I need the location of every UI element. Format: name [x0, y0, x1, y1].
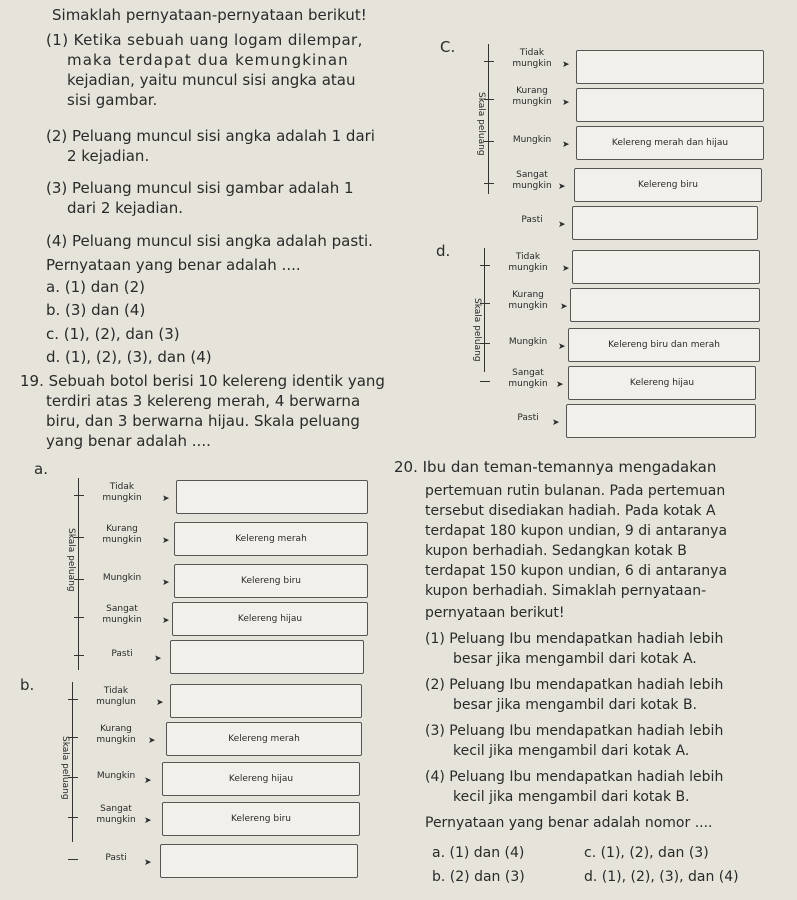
arrow-icon: ➤ — [144, 816, 152, 826]
q20-option-c[interactable]: c. (1), (2), dan (3) — [584, 845, 709, 861]
q18-statement-1-line-1: (1) Ketika sebuah uang logam dilempar, — [46, 31, 363, 49]
scale-row — [50, 682, 370, 718]
q18-statement-3-line-1: (3) Peluang muncul sisi gambar adalah 1 — [46, 179, 354, 197]
diagram-c-letter[interactable]: C. — [440, 38, 456, 56]
q18-statement-1-line-4: sisi gambar. — [67, 91, 158, 109]
q20-line-7: kupon berhadiah. Simaklah pernyataan- — [425, 583, 707, 599]
level-label: Mungkin — [102, 573, 142, 583]
q20-line-8: pernyataan berikut! — [425, 605, 565, 621]
q20-statement-2-line-1: (2) Peluang Ibu mendapatkan hadiah lebih — [425, 677, 724, 693]
probability-scale-d — [462, 248, 762, 448]
arrow-icon: ➤ — [552, 418, 560, 428]
arrow-icon: ➤ — [558, 220, 566, 230]
scale-row — [56, 520, 376, 556]
arrow-icon: ➤ — [162, 536, 170, 546]
scale-row — [466, 204, 766, 240]
scale-box[interactable] — [572, 250, 760, 284]
scale-box[interactable]: Kelereng hijau — [162, 762, 360, 796]
q20-line-1: 20. Ibu dan teman-temannya mengadakan — [394, 458, 717, 476]
level-label: Mungkin — [96, 771, 136, 781]
q20-statement-2-line-2: besar jika mengambil dari kotak B. — [453, 697, 698, 713]
q18-option-c[interactable]: c. (1), (2), dan (3) — [46, 325, 180, 343]
scale-row — [50, 760, 370, 796]
level-label: Sangat mungkin — [508, 368, 548, 389]
scale-row — [462, 402, 762, 438]
scale-box[interactable] — [576, 88, 764, 122]
scale-row — [466, 82, 766, 118]
scale-box[interactable]: Kelereng merah — [166, 722, 362, 756]
scale-row — [50, 720, 370, 756]
scale-box[interactable] — [160, 844, 358, 878]
level-label: Tidak munglun — [96, 686, 136, 707]
arrow-icon: ➤ — [560, 302, 568, 312]
scale-box[interactable] — [566, 404, 756, 438]
level-label: Mungkin — [508, 337, 548, 347]
scale-box[interactable]: Kelereng hijau — [568, 366, 756, 400]
q18-intro: Simaklah pernyataan-pernyataan berikut! — [52, 6, 367, 24]
q19-line-2: terdiri atas 3 kelereng merah, 4 berwarna — [46, 392, 361, 410]
arrow-icon: ➤ — [162, 494, 170, 504]
arrow-icon: ➤ — [562, 60, 570, 70]
q18-option-b[interactable]: b. (3) dan (4) — [46, 301, 146, 319]
scale-row — [462, 326, 762, 362]
scale-box[interactable]: Kelereng merah dan hijau — [576, 126, 764, 160]
diagram-a-letter[interactable]: a. — [34, 460, 48, 478]
scale-box[interactable]: Kelereng biru — [174, 564, 368, 598]
arrow-icon: ➤ — [558, 342, 566, 352]
arrow-icon: ➤ — [154, 654, 162, 664]
level-label: Kurang mungkin — [508, 290, 548, 311]
arrow-icon: ➤ — [144, 858, 152, 868]
arrow-icon: ➤ — [562, 140, 570, 150]
scale-row — [466, 124, 766, 160]
level-label: Sangat mungkin — [512, 170, 552, 191]
q18-option-a[interactable]: a. (1) dan (2) — [46, 278, 145, 296]
q20-statement-1-line-1: (1) Peluang Ibu mendapatkan hadiah lebih — [425, 631, 724, 647]
scale-box[interactable]: Kelereng biru dan merah — [568, 328, 760, 362]
q20-statement-1-line-2: besar jika mengambil dari kotak A. — [453, 651, 697, 667]
scale-axis-label: Skala peluang — [60, 736, 70, 800]
level-label: Sangat mungkin — [102, 604, 142, 625]
scale-row — [56, 478, 376, 514]
q20-option-d[interactable]: d. (1), (2), (3), dan (4) — [584, 869, 739, 885]
level-label: Pasti — [111, 649, 133, 659]
scale-box[interactable] — [176, 480, 368, 514]
q19-line-3: biru, dan 3 berwarna hijau. Skala peluang — [46, 412, 360, 430]
scale-box[interactable]: Kelereng biru — [574, 168, 762, 202]
q18-statement-4: (4) Peluang muncul sisi angka adalah pasti. — [46, 232, 373, 250]
q20-line-6: terdapat 150 kupon undian, 6 di antaranya — [425, 563, 728, 579]
scale-row — [50, 842, 370, 878]
scale-box[interactable]: Kelereng merah — [174, 522, 368, 556]
q20-question: Pernyataan yang benar adalah nomor .... — [425, 815, 713, 831]
arrow-icon: ➤ — [556, 380, 564, 390]
arrow-icon: ➤ — [148, 736, 156, 746]
q18-statement-1-line-2: maka terdapat dua kemungkinan — [67, 51, 349, 69]
level-label: Sangat mungkin — [96, 804, 136, 825]
scale-box[interactable] — [576, 50, 764, 84]
level-label: Kurang mungkin — [512, 86, 552, 107]
diagram-b-letter[interactable]: b. — [20, 676, 35, 694]
level-label: Tidak mungkin — [508, 252, 548, 273]
q18-question: Pernyataan yang benar adalah .... — [46, 256, 301, 274]
arrow-icon: ➤ — [156, 698, 164, 708]
scale-row — [56, 638, 376, 674]
level-label: Pasti — [105, 853, 127, 863]
arrow-icon: ➤ — [558, 182, 566, 192]
level-label: Tidak mungkin — [102, 482, 142, 503]
q20-line-2: pertemuan rutin bulanan. Pada pertemuan — [425, 483, 726, 499]
level-label: Pasti — [521, 215, 543, 225]
scale-axis-label: Skala peluang — [66, 528, 76, 592]
scale-row — [56, 562, 376, 598]
level-label: Tidak mungkin — [512, 48, 552, 69]
q18-statement-2-line-1: (2) Peluang muncul sisi angka adalah 1 dari — [46, 127, 375, 145]
q20-line-4: terdapat 180 kupon undian, 9 di antaranya — [425, 523, 728, 539]
scale-row — [56, 600, 376, 636]
arrow-icon: ➤ — [162, 616, 170, 626]
level-label: Mungkin — [512, 135, 552, 145]
scale-axis-label: Skala peluang — [472, 298, 482, 362]
level-label: Kurang mungkin — [102, 524, 142, 545]
scale-row — [466, 44, 766, 80]
q20-statement-4-line-2: kecil jika mengambil dari kotak B. — [453, 789, 690, 805]
q19-line-4: yang benar adalah .... — [46, 432, 211, 450]
probability-scale-a — [56, 478, 376, 678]
q20-option-b[interactable]: b. (2) dan (3) — [432, 869, 525, 885]
scale-box[interactable] — [170, 684, 362, 718]
scale-row — [462, 248, 762, 284]
scale-box[interactable]: Kelereng hijau — [172, 602, 368, 636]
q20-statement-4-line-1: (4) Peluang Ibu mendapatkan hadiah lebih — [425, 769, 724, 785]
q20-line-3: tersebut disediakan hadiah. Pada kotak A — [425, 503, 716, 519]
probability-scale-b — [50, 682, 370, 882]
level-label: Pasti — [517, 413, 539, 423]
q20-statement-3-line-1: (3) Peluang Ibu mendapatkan hadiah lebih — [425, 723, 724, 739]
scale-box[interactable] — [572, 206, 758, 240]
q18-option-d[interactable]: d. (1), (2), (3), dan (4) — [46, 348, 212, 366]
scale-row — [466, 166, 766, 202]
diagram-d-letter[interactable]: d. — [436, 242, 451, 260]
level-label: Kurang mungkin — [96, 724, 136, 745]
scale-row — [462, 286, 762, 322]
q18-statement-3-line-2: dari 2 kejadian. — [67, 199, 184, 217]
q18-statement-2-line-2: 2 kejadian. — [67, 147, 150, 165]
scale-box[interactable] — [170, 640, 364, 674]
q18-statement-1-line-3: kejadian, yaitu muncul sisi angka atau — [67, 71, 356, 89]
scale-axis-label: Skala peluang — [476, 92, 486, 156]
scale-box[interactable] — [570, 288, 760, 322]
q20-line-5: kupon berhadiah. Sedangkan kotak B — [425, 543, 687, 559]
scale-box[interactable]: Kelereng biru — [162, 802, 360, 836]
q20-option-a[interactable]: a. (1) dan (4) — [432, 845, 525, 861]
q19-line-1: 19. Sebuah botol berisi 10 kelereng identik yang — [20, 372, 385, 390]
scale-row — [50, 800, 370, 836]
arrow-icon: ➤ — [562, 264, 570, 274]
probability-scale-c — [466, 44, 766, 244]
arrow-icon: ➤ — [562, 98, 570, 108]
scale-row — [462, 364, 762, 400]
arrow-icon: ➤ — [144, 776, 152, 786]
arrow-icon: ➤ — [162, 578, 170, 588]
q20-statement-3-line-2: kecil jika mengambil dari kotak A. — [453, 743, 690, 759]
